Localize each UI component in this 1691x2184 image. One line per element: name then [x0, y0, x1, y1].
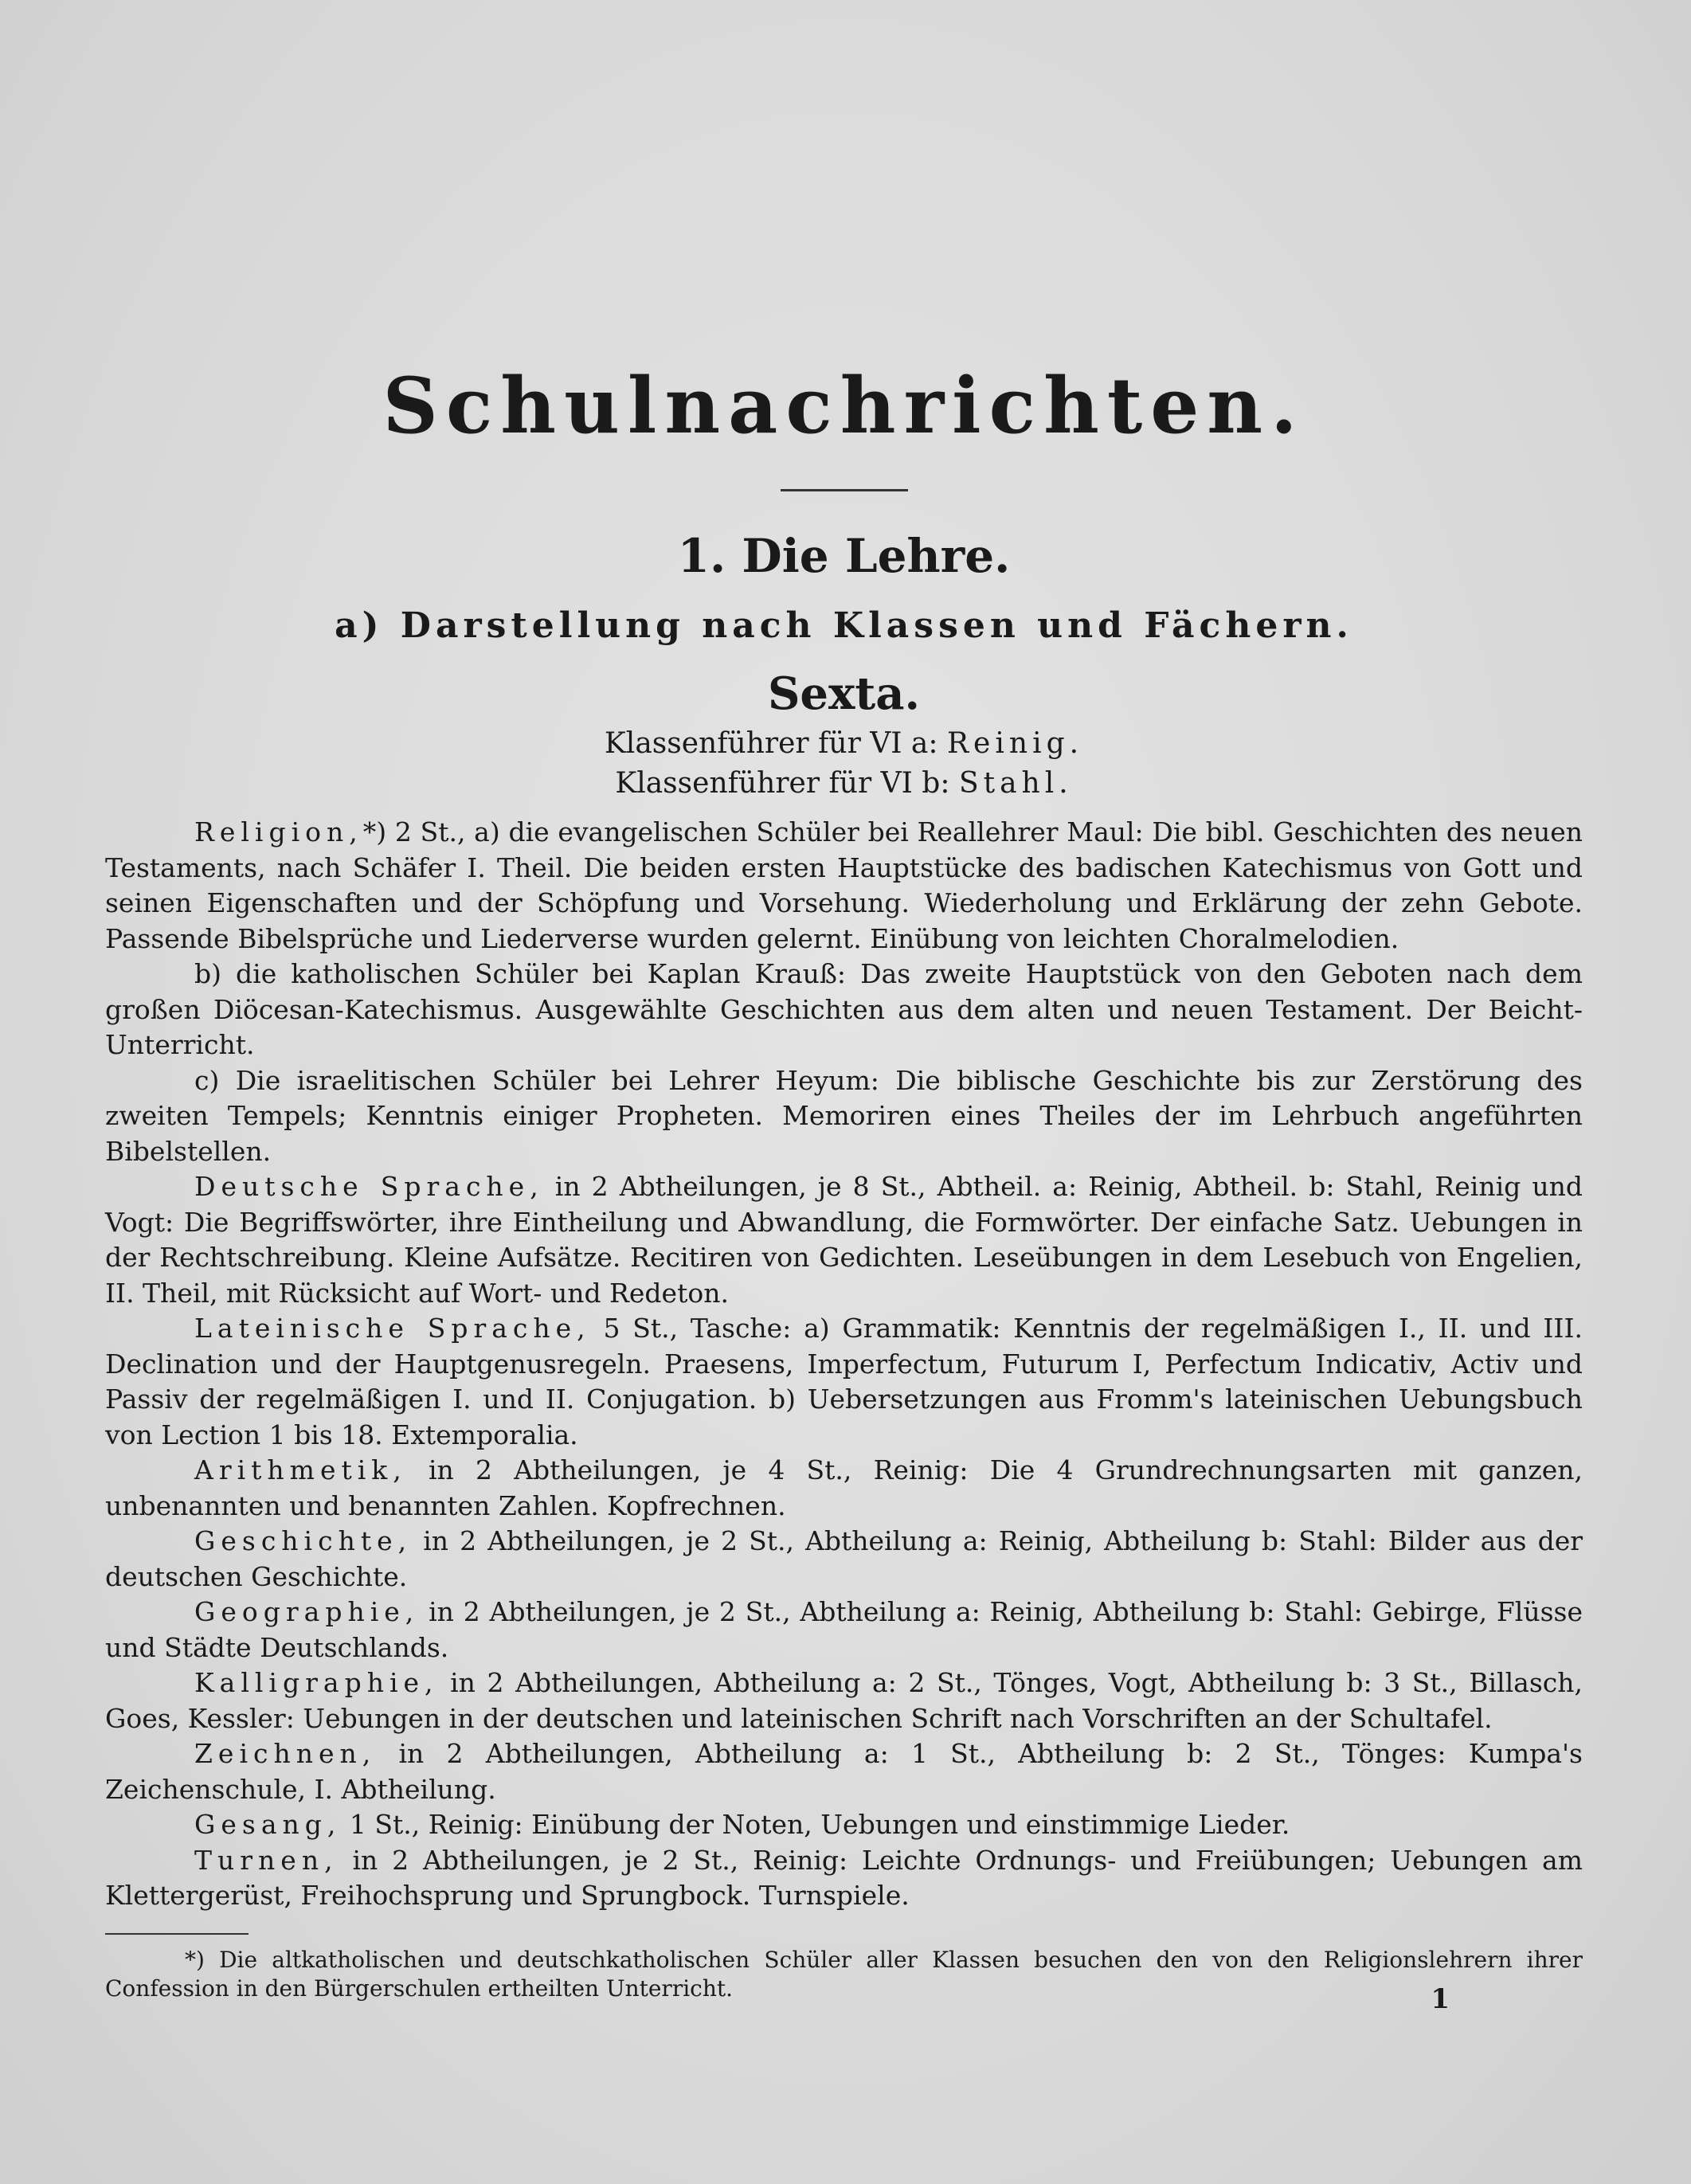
subject-name: Geographie, — [194, 1596, 420, 1627]
subject-name: Lateinische Sprache, — [194, 1313, 591, 1344]
subject-name: Arithmetik, — [194, 1454, 407, 1485]
paragraph-text: *) 2 St., a) die evangelischen Schüler bei Reallehrer Maul: Die bibl. Geschichten des neuen Testaments, nach Schäfer I. Theil. Die beiden ersten Hauptstücke des badischen Katechismus von Gott und seinen Eigenschaften und der Schöpfung und Vorsehung. Wiederholung und Erklärung der zehn Gebote. Passende Bibelsprüche und Liederverse wurden gelernt. Einübung von leichten Choralmelodien. — [105, 816, 1583, 954]
paragraph-drawing — [105, 1736, 1583, 1807]
subject-name: Geschichte, — [194, 1525, 413, 1556]
subject-name: Religion, — [194, 816, 363, 847]
footnote: *) Die altkatholischen und deutschkatholischen Schüler aller Klassen besuchen den von den Religionslehrern ihrer Confession in den Bürgerschulen ertheilten Unterricht. — [105, 1946, 1583, 2002]
paragraph-arithmetic — [105, 1453, 1583, 1524]
class-leader-a — [105, 724, 1583, 764]
subject-name: Kalligraphie, — [194, 1667, 439, 1698]
paragraph-latin — [105, 1311, 1583, 1453]
subject-name: Deutsche Sprache, — [194, 1171, 544, 1202]
page-number: 1 — [1431, 1983, 1450, 2015]
paragraph-history — [105, 1524, 1583, 1595]
paragraph-text: in 2 Abtheilungen, je 8 St., Abtheil. a: Reinig, Abtheil. b: Stahl, Reinig und Vogt: Die Begriffswörter, ihre Eintheilung und Abwandlung, die Formwörter. Der einfache Satz. Uebungen in der Rechtschreibung. Kleine Aufsätze. Recitiren von Gedichten. Leseübungen in dem Lesebuch von Engelien, II. Theil, mit Rücksicht auf Wort- und Redeton. — [105, 1171, 1583, 1309]
paragraph-text: in 2 Abtheilungen, Abtheilung a: 2 St., Tönges, Vogt, Abtheilung b: 3 St., Billasch, Goes, Kessler: Uebungen in der deutschen und lateinischen Schrift nach Vorschriften an der Schultafel. — [105, 1667, 1583, 1734]
subject-list — [105, 815, 1583, 1914]
paragraph-religion-israelite — [105, 1063, 1583, 1170]
footnote-divider — [105, 1933, 249, 1935]
paragraph-text: in 2 Abtheilungen, je 4 St., Reinig: Die 4 Grundrechnungsarten mit ganzen, unbenannten und benannten Zahlen. Kopfrechnen. — [105, 1454, 1583, 1521]
paragraph-gymnastics — [105, 1843, 1583, 1914]
paragraph-text: in 2 Abtheilungen, je 2 St., Reinig: Leichte Ordnungs- und Freiübungen; Uebungen am Klettergerüst, Freihochsprung und Sprungbock. Turnspiele. — [105, 1844, 1583, 1911]
leader-label: Klassenführer für VI a: — [604, 727, 938, 760]
subject-name: Gesang, — [194, 1809, 342, 1840]
paragraph-religion — [105, 815, 1583, 957]
paragraph-text: 5 St., Tasche: a) Grammatik: Kenntnis der regelmäßigen I., II. und III. Declination und der Hauptgenusregeln. Praesens, Imperfectum, Futurum I, Perfectum Indicativ, Activ und Passiv der regelmäßigen I. und II. Conjugation. b) Uebersetzungen aus Fromm's lateinischen Uebungsbuch von Lection 1 bis 18. Extemporalia. — [105, 1313, 1583, 1450]
leader-name: Stahl. — [958, 767, 1073, 800]
paragraph-text: b) die katholischen Schüler bei Kaplan Krauß: Das zweite Hauptstück von den Geboten nach dem großen Diöcesan-Katechismus. Ausgewählte Geschichten aus dem alten und neuen Testament. Der Beicht-Unterricht. — [105, 958, 1583, 1060]
subject-name: Turnen, — [194, 1844, 339, 1876]
subject-name: Zeichnen, — [194, 1738, 377, 1769]
class-heading: Sexta. — [767, 667, 921, 720]
class-leader-b — [105, 764, 1583, 804]
paragraph-text: in 2 Abtheilungen, je 2 St., Abtheilung a: Reinig, Abtheilung b: Stahl: Bilder aus der deutschen Geschichte. — [105, 1525, 1583, 1592]
page-title: Schulnachrichten. — [382, 361, 1305, 451]
subsection-heading: a) Darstellung nach Klassen und Fächern. — [335, 605, 1353, 646]
paragraph-text: c) Die israelitischen Schüler bei Lehrer Heyum: Die biblische Geschichte bis zur Zerstörung des zweiten Tempels; Kenntnis einiger Propheten. Memoriren eines Theiles der im Lehrbuch angeführten Bibelstellen. — [105, 1064, 1583, 1167]
leader-name: Reinig. — [946, 727, 1084, 760]
paragraph-german — [105, 1169, 1583, 1311]
leader-label: Klassenführer für VI b: — [615, 767, 950, 800]
paragraph-singing — [105, 1807, 1583, 1843]
paragraph-text: 1 St., Reinig: Einübung der Noten, Uebungen und einstimmige Lieder. — [341, 1809, 1290, 1840]
paragraph-religion-catholic — [105, 957, 1583, 1063]
paragraph-geography — [105, 1595, 1583, 1665]
document-body — [105, 350, 1583, 2003]
paragraph-text: in 2 Abtheilungen, Abtheilung a: 1 St., Abtheilung b: 2 St., Tönges: Kumpa's Zeichenschule, I. Abtheilung. — [105, 1738, 1583, 1805]
paragraph-calligraphy — [105, 1665, 1583, 1736]
section-heading: 1. Die Lehre. — [677, 529, 1011, 583]
title-divider — [781, 489, 908, 491]
paragraph-text: in 2 Abtheilungen, je 2 St., Abtheilung a: Reinig, Abtheilung b: Stahl: Gebirge, Flüsse und Städte Deutschlands. — [105, 1596, 1583, 1663]
